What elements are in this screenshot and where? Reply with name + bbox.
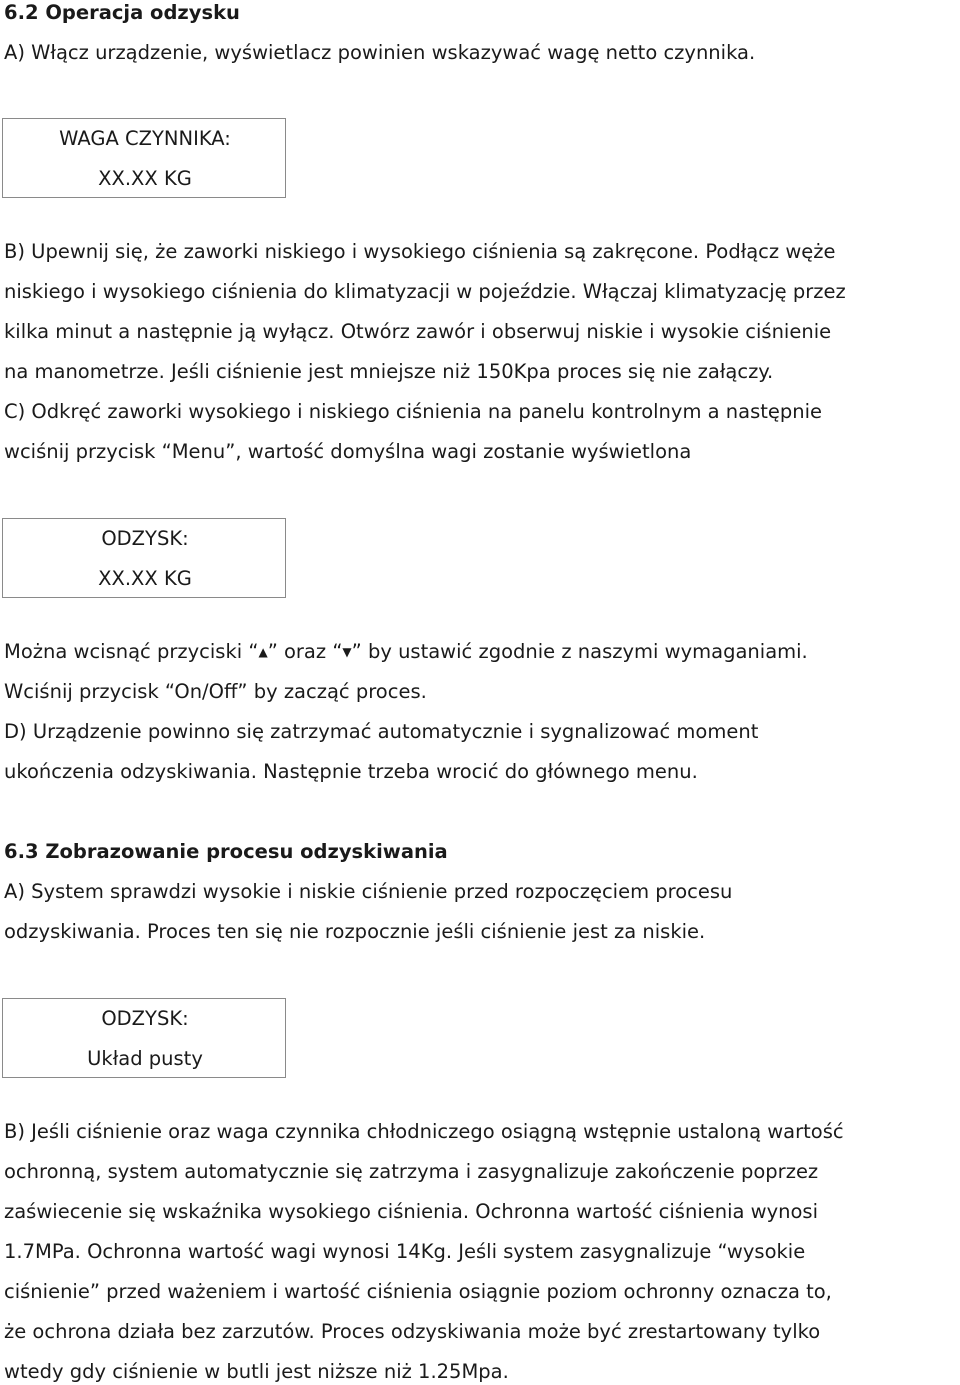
paragraph-b-line: na manometrze. Jeśli ciśnienie jest mniejsze niż 150Kpa proces się nie załączy. — [4, 360, 774, 383]
paragraph-d-line: ukończenia odzyskiwania. Następnie trzeba wrocić do głównego menu. — [4, 760, 698, 783]
paragraph-d-line: D) Urządzenie powinno się zatrzymać automatycznie i sygnalizować moment — [4, 720, 759, 743]
paragraph-b-line: B) Upewnij się, że zaworki niskiego i wysokiego ciśnienia są zakręcone. Podłącz węże — [4, 240, 836, 263]
up-arrow-icon: ▲ — [258, 645, 268, 659]
paragraph-a-line: A) Włącz urządzenie, wyświetlacz powinien wskazywać wagę netto czynnika. — [4, 41, 756, 64]
paragraph-b-line: wtedy gdy ciśnienie w butli jest niższe niż 1.25Mpa. — [4, 1360, 509, 1383]
paragraph-c-line: C) Odkręć zaworki wysokiego i niskiego ciśnienia na panelu kontrolnym a następnie — [4, 400, 823, 423]
paragraph-a-line: A) System sprawdzi wysokie i niskie ciśnienie przed rozpoczęciem procesu — [4, 880, 733, 903]
paragraph-onoff-line: Wciśnij przycisk “On/Off” by zacząć proces. — [4, 680, 427, 703]
paragraph-a-line: odzyskiwania. Proces ten się nie rozpocznie jeśli ciśnienie jest za niskie. — [4, 920, 706, 943]
display-box-recovery — [2, 518, 286, 598]
down-arrow-icon: ▼ — [342, 645, 352, 659]
display-box-empty-system — [2, 998, 286, 1078]
buttons-text-part1: Można wcisnąć przyciski “ — [4, 640, 259, 663]
display-value: XX.XX KG — [98, 567, 192, 590]
display-box-weight — [2, 118, 286, 198]
paragraph-b-line: że ochrona działa bez zarzutów. Proces odzyskiwania może być zrestartowany tylko — [4, 1320, 821, 1343]
display-label: ODZYSK: — [101, 1007, 189, 1030]
display-value: XX.XX KG — [98, 167, 192, 190]
paragraph-buttons-line — [4, 639, 808, 665]
paragraph-b-line: B) Jeśli ciśnienie oraz waga czynnika chłodniczego osiągną wstępnie ustaloną wartość — [4, 1120, 844, 1143]
display-label: ODZYSK: — [101, 527, 189, 550]
display-label: WAGA CZYNNIKA: — [59, 127, 231, 150]
paragraph-b-line: niskiego i wysokiego ciśnienia do klimatyzacji w pojeździe. Włączaj klimatyzację przez — [4, 280, 846, 303]
section-heading-6-2: 6.2 Operacja odzysku — [4, 1, 240, 24]
paragraph-b-line: zaświecenie się wskaźnika wysokiego ciśnienia. Ochronna wartość ciśnienia wynosi — [4, 1200, 819, 1223]
paragraph-b-line: kilka minut a następnie ją wyłącz. Otwórz zawór i obserwuj niskie i wysokie ciśnienie — [4, 320, 832, 343]
display-value: Układ pusty — [87, 1047, 203, 1070]
buttons-text-part2: ” oraz “ — [267, 640, 343, 663]
section-heading-6-3: 6.3 Zobrazowanie procesu odzyskiwania — [4, 840, 448, 863]
paragraph-b-line: ochronną, system automatycznie się zatrzyma i zasygnalizuje zakończenie poprzez — [4, 1160, 819, 1183]
paragraph-b-line: 1.7MPa. Ochronna wartość wagi wynosi 14Kg. Jeśli system zasygnalizuje “wysokie — [4, 1240, 806, 1263]
paragraph-c-line: wciśnij przycisk “Menu”, wartość domyślna wagi zostanie wyświetlona — [4, 440, 692, 463]
paragraph-b-line: ciśnienie” przed ważeniem i wartość ciśnienia osiągnie poziom ochronny oznacza to, — [4, 1280, 832, 1303]
buttons-text-part3: ” by ustawić zgodnie z naszymi wymaganiami. — [351, 640, 808, 663]
